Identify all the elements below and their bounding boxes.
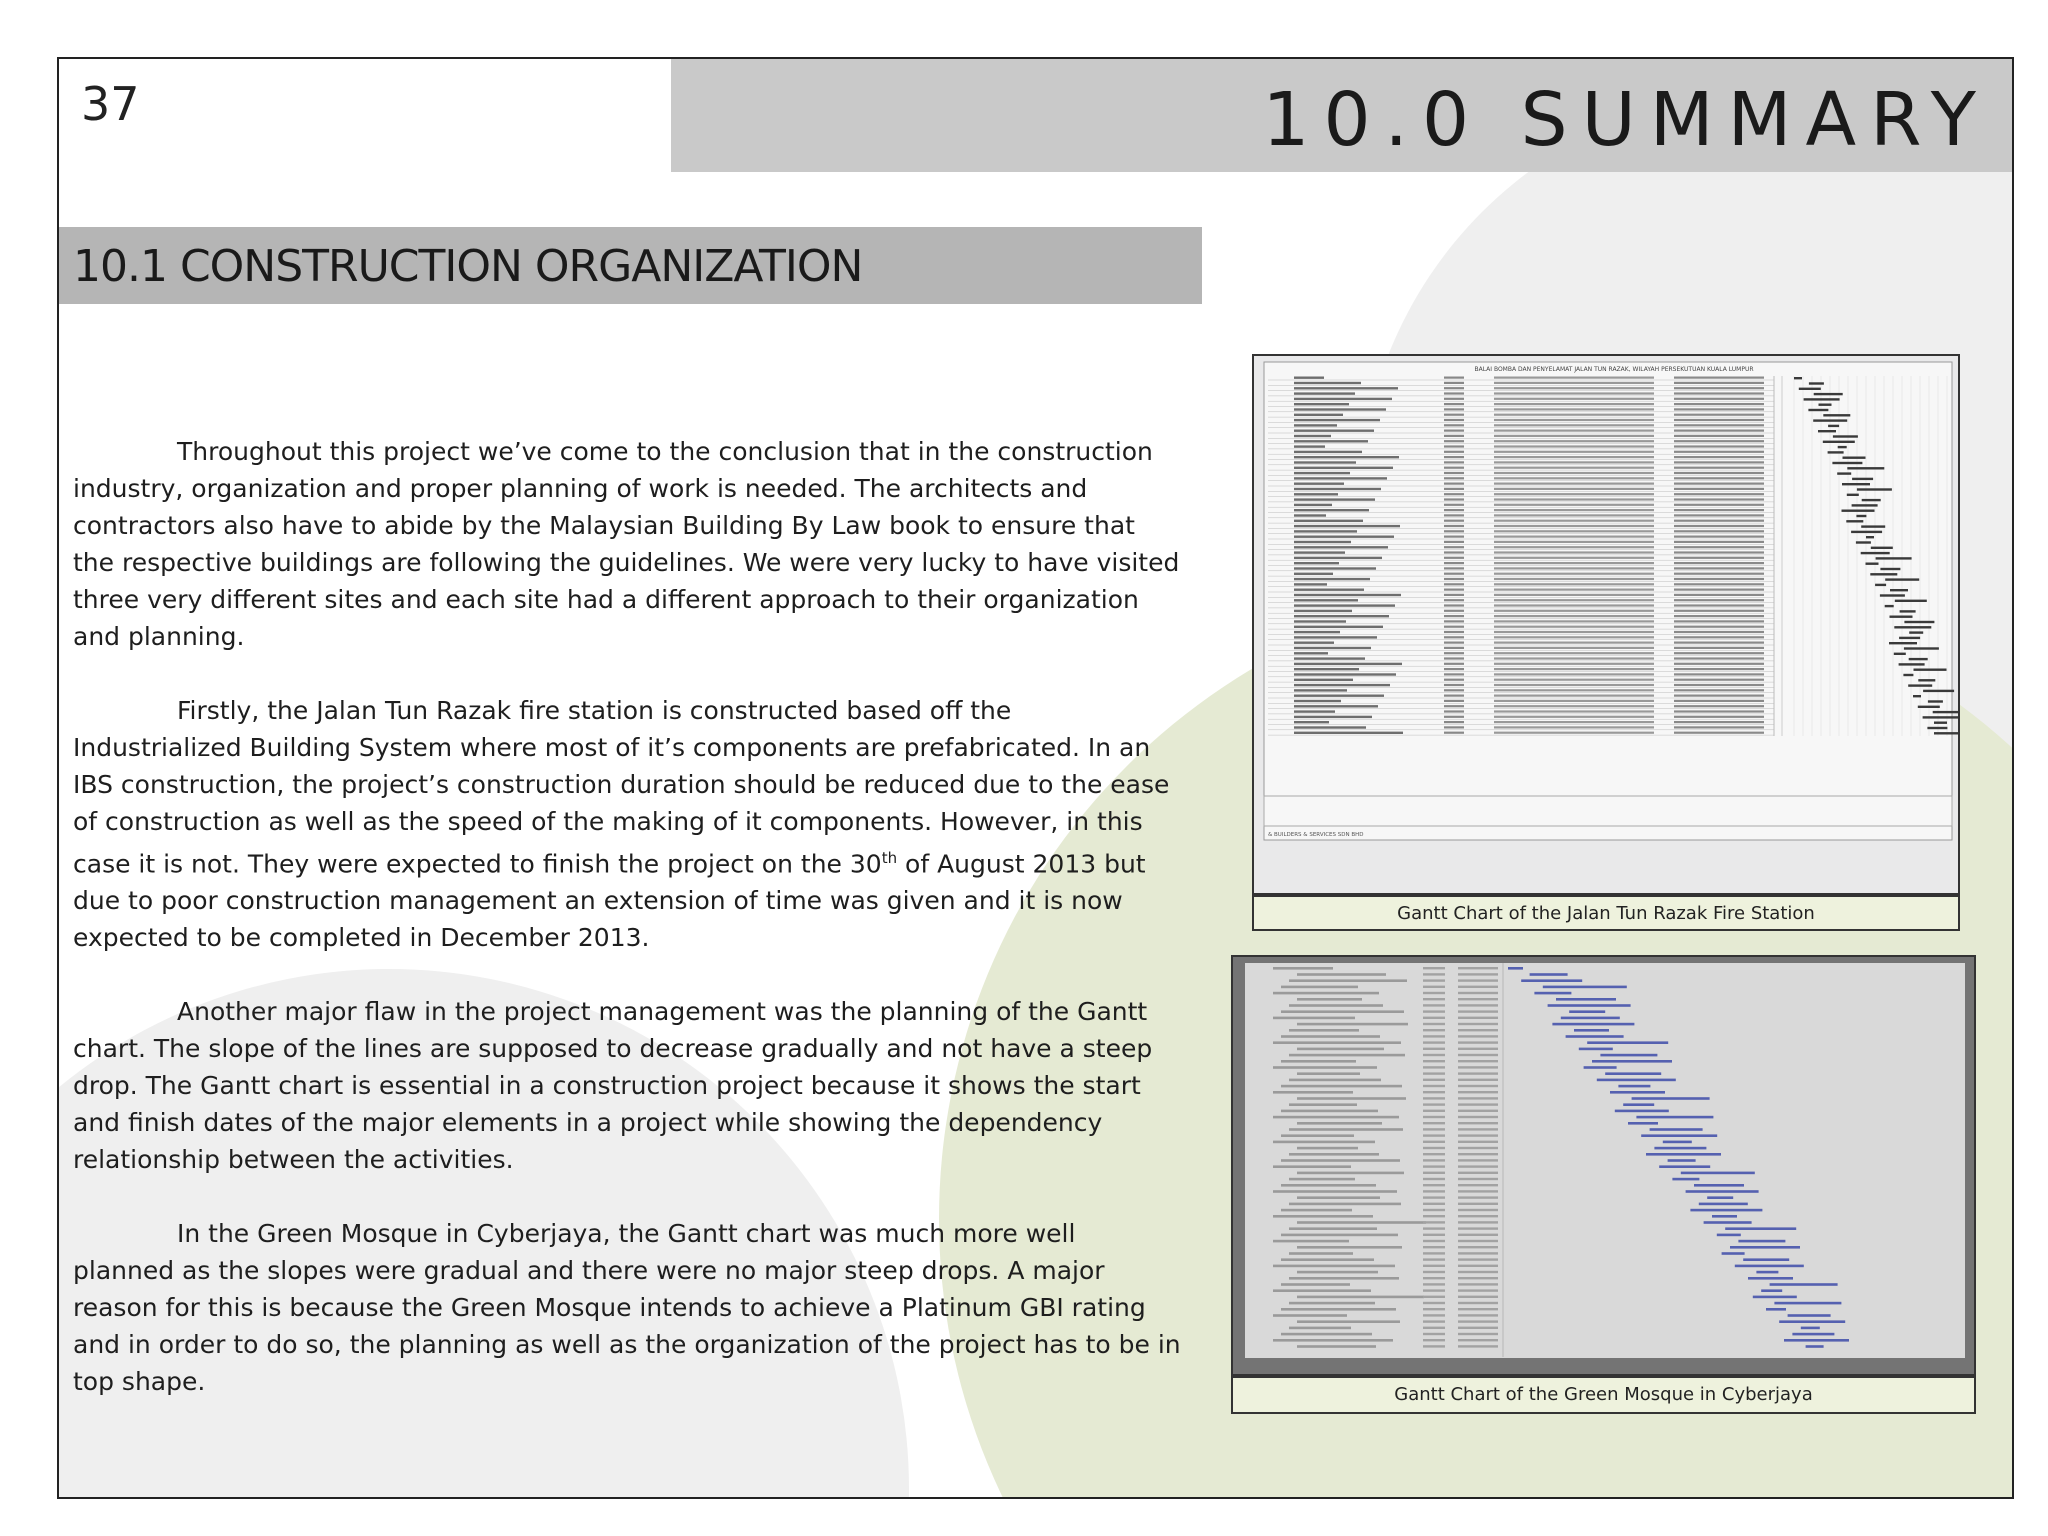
- page-title: 10.0 SUMMARY: [1262, 77, 1990, 163]
- paragraph-fire-station-part1: Firstly, the Jalan Tun Razak fire station is constructed based off the Industrialized Building System where most of it’s components are prefabricated. In an IBS construction, the project’s construction duration should be reduced due to the ease of construction as well as the speed of the making of it components. However, in this case it is not. They were expected to finish the project on the 30: [73, 696, 1170, 879]
- superscript-th: th: [881, 849, 898, 867]
- paragraph-intro: Throughout this project we’ve come to the conclusion that in the construction industry, organization and proper planning of work is needed. The architects and contractors also have to abide by the Malaysian Building By Law book to ensure that the respective buildings are following the guidelines. We were very lucky to have visited three very different sites and each site had a different approach to their organization and planning.: [73, 437, 1180, 651]
- gantt-photo-green-mosque: [1231, 955, 1976, 1376]
- fire-station-photo-header: BALAI BOMBA DAN PENYELAMAT JALAN TUN RAZAK, WILAYAH PERSEKUTUAN KUALA LUMPUR: [1474, 366, 1754, 373]
- paragraph-fire-station: [73, 692, 1183, 956]
- page-number: 37: [81, 77, 140, 131]
- paragraph-fire-station-part2: of August 2013 but due to poor construction management an extension of time was given and it is now expected to be completed in December 2013.: [73, 849, 1146, 953]
- green-mosque-caption: Gantt Chart of the Green Mosque in Cyberjaya: [1231, 1376, 1976, 1414]
- fire-station-caption: Gantt Chart of the Jalan Tun Razak Fire Station: [1252, 895, 1960, 931]
- body-text: [73, 433, 1183, 1437]
- gantt-photo-green-mosque-image: [1233, 957, 1974, 1374]
- paragraph-gantt-flaw: Another major flaw in the project management was the planning of the Gantt chart. The slope of the lines are supposed to decrease gradually and not have a steep drop. The Gantt chart is essential in a construction project because it shows the start and finish dates of the major elements in a project while showing the dependency relationship between the activities.: [73, 997, 1153, 1175]
- paragraph-green-mosque: In the Green Mosque in Cyberjaya, the Gantt chart was much more well planned as the slopes were gradual and there were no major steep drops. A major reason for this is because the Green Mosque intends to achieve a Platinum GBI rating and in order to do so, the planning as well as the organization of the project has to be in top shape.: [73, 1219, 1181, 1397]
- page-frame: [57, 57, 2014, 1499]
- gantt-photo-fire-station: [1252, 354, 1960, 895]
- fire-station-photo-footer: & BUILDERS & SERVICES SDN BHD: [1268, 832, 1364, 838]
- gantt-photo-fire-station-image: [1254, 356, 1958, 893]
- section-heading: 10.1 CONSTRUCTION ORGANIZATION: [73, 241, 863, 292]
